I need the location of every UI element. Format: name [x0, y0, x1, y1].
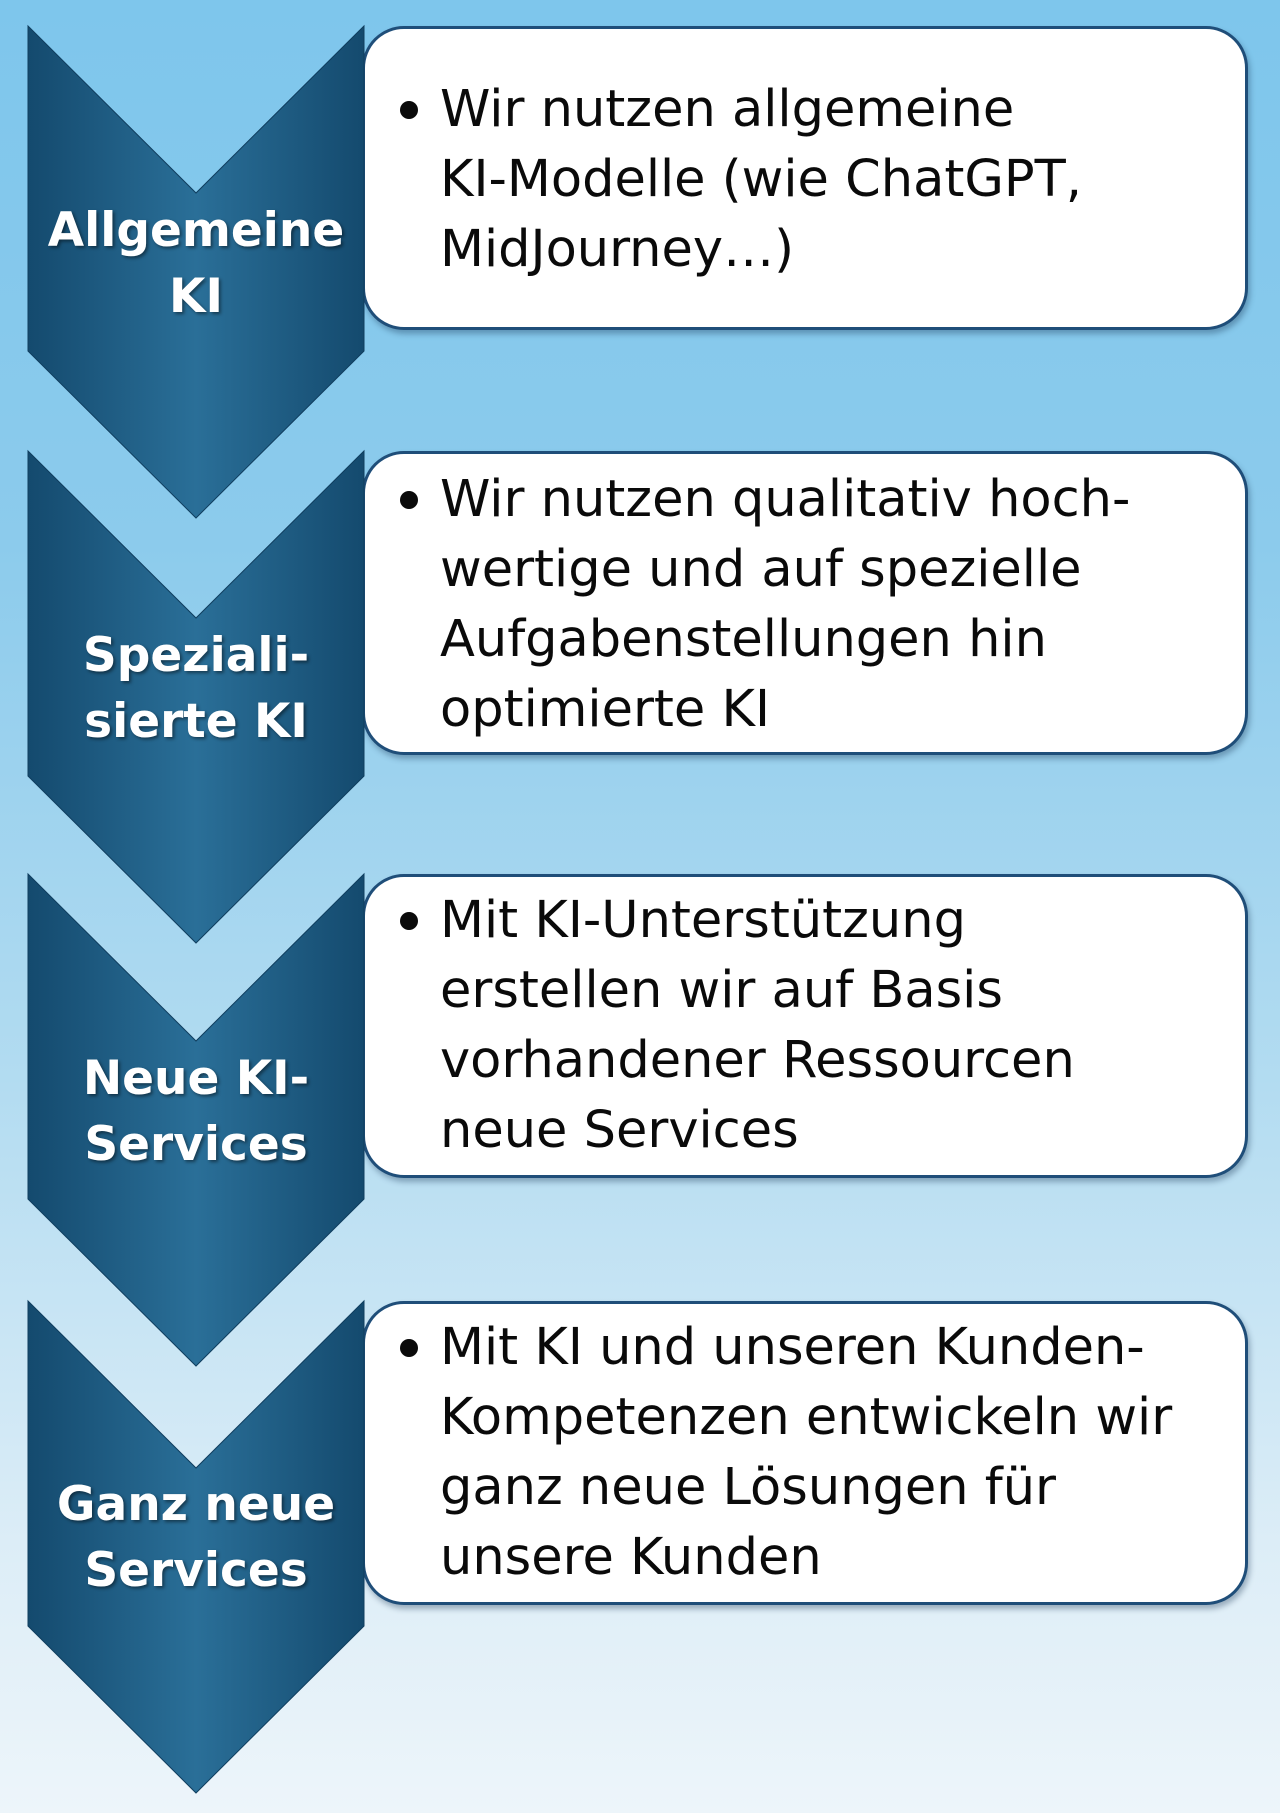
- step-2-bullet-icon: [400, 491, 418, 509]
- step-3-bullet-icon: [400, 912, 418, 930]
- step-4-bullet-icon: [400, 1339, 418, 1357]
- step-4-text: Mit KI und unseren Kunden- Kompetenzen entwickeln wir ganz neue Lösungen für unsere Kunden: [440, 1318, 1173, 1587]
- step-3-text: Mit KI-Unterstützung erstellen wir auf Basis vorhandener Ressourcen neue Services: [440, 891, 1075, 1160]
- step-1-text: Wir nutzen allgemeine KI-Modelle (wie ChatGPT, MidJourney…): [440, 80, 1082, 279]
- step-2-label: Speziali- sierte KI: [82, 628, 310, 749]
- step-4-label: Ganz neue Services: [56, 1477, 336, 1598]
- step-1-bullet-icon: [400, 101, 418, 119]
- step-1-label: Allgemeine KI: [47, 203, 345, 324]
- step-2-text: Wir nutzen qualitativ hoch- wertige und auf spezielle Aufgabenstellungen hin optimierte KI: [440, 470, 1131, 739]
- step-3-label: Neue KI- Services: [82, 1051, 310, 1172]
